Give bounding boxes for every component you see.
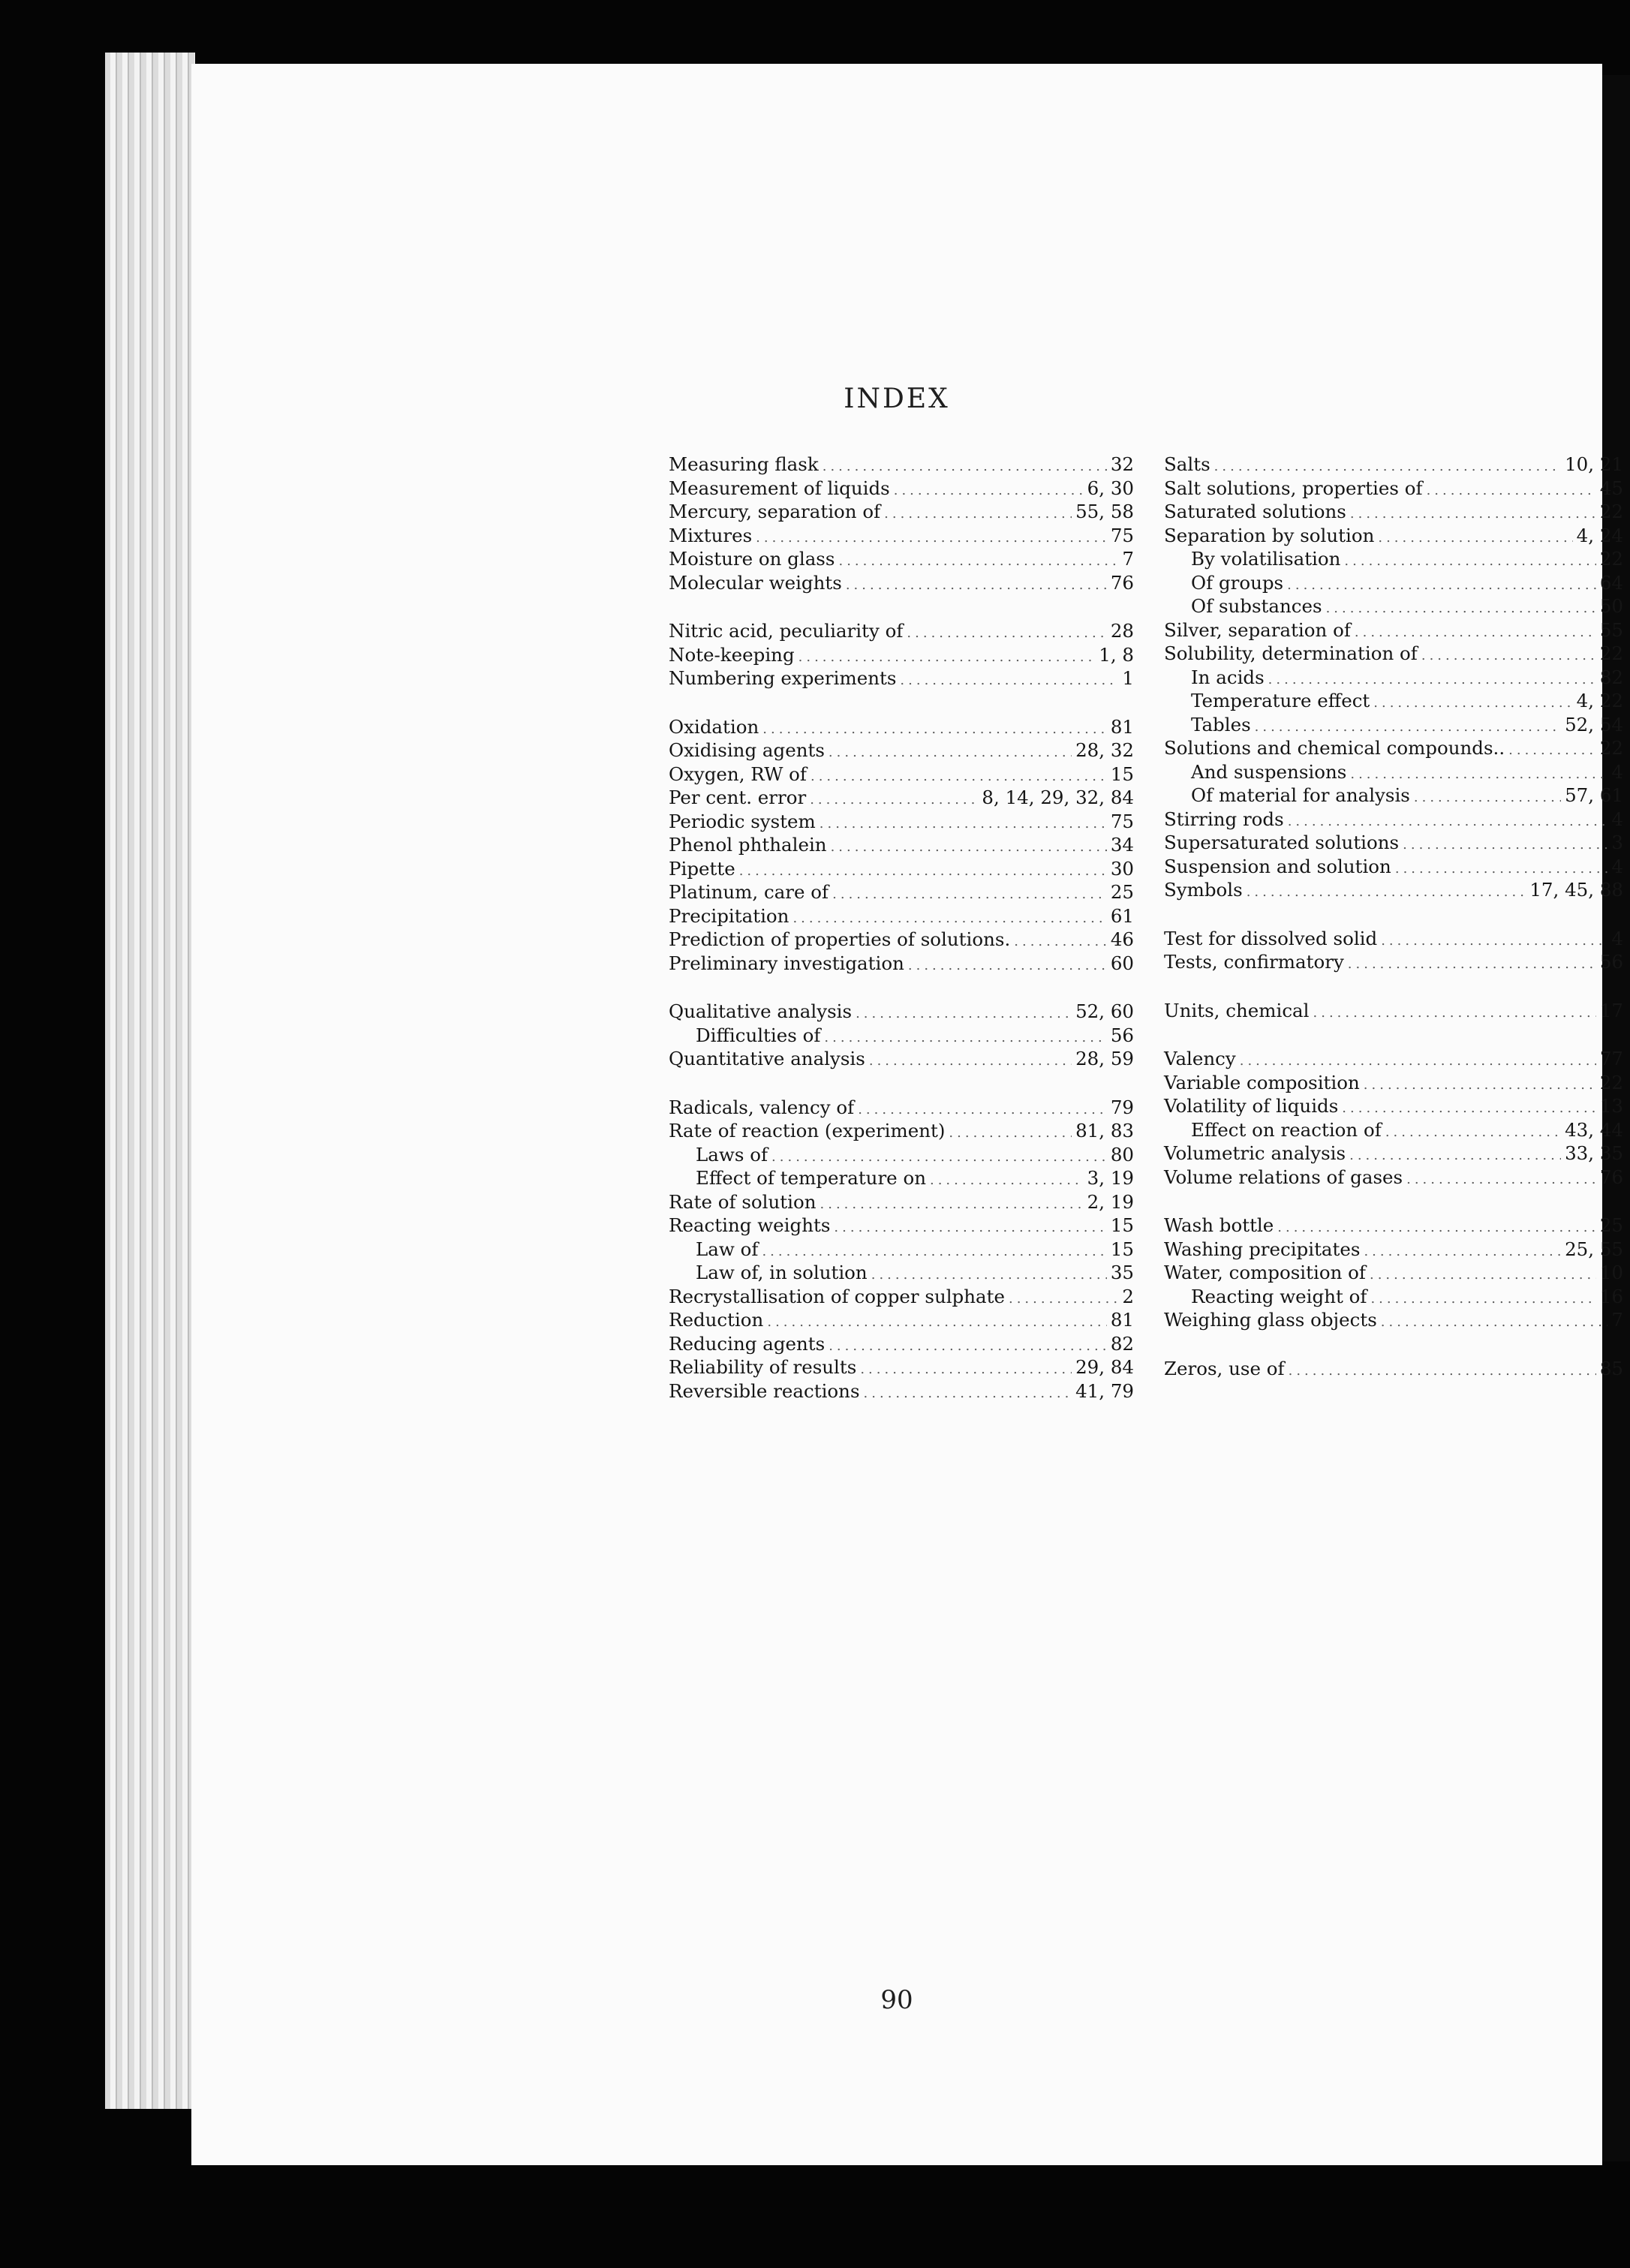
entry-term: Reliability of results [669,1356,857,1378]
entry-pages: 22 [1599,642,1623,664]
index-entry [1164,1071,1623,1095]
entry-term: Platinum, care of [669,881,829,903]
entry-term: Stirring rods [1164,808,1284,830]
entry-pages: 81 [1110,1309,1134,1331]
dot-leader [824,1026,1106,1050]
entry-term: Weighing glass objects [1164,1309,1377,1331]
dot-leader [869,1049,1072,1073]
index-entry [1164,950,1623,974]
entry-term: Reversible reactions [669,1379,860,1402]
index-entry [1164,855,1623,879]
entry-pages: 75 [1110,524,1134,546]
index-subentry [1164,1118,1623,1142]
index-group [669,715,1134,976]
entry-pages: 77 [1599,1048,1623,1069]
dot-leader [834,1216,1106,1240]
index-entry [1164,999,1623,1023]
index-subentry [1164,1285,1623,1309]
entry-term: Per cent. error [669,787,807,808]
entry-term: Measuring flask [669,453,819,475]
entry-pages: 25 [1110,881,1134,903]
dot-leader [832,883,1107,907]
dot-leader [1406,1168,1596,1192]
dot-leader [1349,1144,1561,1168]
entry-pages: 52, 54 [1565,713,1623,735]
index-entry [669,524,1134,548]
dot-leader [1381,1310,1608,1334]
dot-leader [829,741,1072,765]
index-entry [1164,1261,1623,1285]
dot-leader [1350,763,1607,787]
dot-leader [1342,1096,1596,1120]
entry-term: Nitric acid, peculiarity of [669,620,904,642]
entry-pages: 76 [1599,1166,1623,1188]
entry-term: Law of [696,1238,759,1260]
entry-term: Numbering experiments [669,667,897,689]
index-group [669,453,1134,594]
entry-term: Oxidising agents [669,739,825,761]
index-entry [1164,927,1623,951]
entry-term: Effect on reaction of [1191,1118,1382,1141]
index-entry [1164,1214,1623,1238]
dot-leader [856,1002,1072,1026]
dot-leader [1287,573,1596,597]
entry-term: Reducing agents [669,1332,826,1355]
entry-pages: 85 [1599,1357,1623,1379]
dot-leader [792,907,1106,931]
entry-pages: 28, 32 [1075,739,1134,761]
index-entry [669,928,1134,952]
dot-leader [930,1169,1084,1193]
dot-leader [820,812,1107,836]
entry-term: Reacting weight of [1191,1285,1367,1307]
entry-term: Of substances [1191,595,1322,617]
index-entry [669,571,1134,595]
entry-term: Saturated solutions [1164,501,1346,522]
index-entry [669,619,1134,643]
entry-term: Recrystallisation of copper sulphate [669,1285,1005,1307]
entry-term: Salts [1164,453,1210,475]
index-group [1164,927,1623,974]
entry-term: Reduction [669,1309,764,1331]
dot-leader [1370,1263,1596,1287]
index-group [1164,453,1623,902]
entry-term: Units, chemical [1164,999,1310,1021]
index-entry [669,786,1134,810]
dot-leader [858,1098,1107,1122]
entry-pages: 29, 84 [1075,1356,1134,1378]
entry-pages: 81, 83 [1075,1120,1134,1142]
dot-leader [1385,1120,1561,1145]
dot-leader [810,765,1107,789]
entry-term: Laws of [696,1143,768,1166]
entry-term: Tests, confirmatory [1164,951,1344,973]
index-entry [669,1379,1134,1403]
index-title: INDEX [844,384,950,414]
entry-pages: 45 [1599,477,1623,499]
index-entry [669,715,1134,739]
entry-pages: 56 [1599,951,1623,973]
dot-leader [1421,644,1596,668]
dot-leader [762,1240,1106,1264]
entry-pages: 34 [1110,834,1134,856]
entry-pages: 22 [1599,548,1623,570]
index-entry [1164,524,1623,548]
entry-pages: 64 [1599,571,1623,594]
entry-pages: 17 [1599,999,1623,1021]
entry-pages: 30 [1110,857,1134,880]
dot-leader [1364,1073,1596,1097]
entry-term: Symbols [1164,879,1243,901]
entry-pages: 4 [1611,927,1623,949]
book-page [191,64,1623,2165]
entry-term: Oxidation [669,715,759,738]
index-entry [669,1096,1134,1120]
entry-term: Salt solutions, properties of [1164,477,1423,499]
index-entry [669,952,1134,976]
dot-leader [810,788,978,812]
entry-term: Solutions and chemical compounds.. [1164,737,1505,759]
entry-pages: 3, 19 [1087,1167,1134,1189]
entry-pages: 81 [1110,715,1134,738]
dot-leader [1403,833,1607,857]
dot-leader [900,669,1118,693]
dot-leader [1277,1216,1596,1240]
dot-leader [820,1193,1084,1217]
entry-pages: 32 [1110,453,1134,475]
index-entry [1164,1166,1623,1190]
dot-leader [1381,929,1607,953]
index-column-left [669,453,1134,1427]
dot-leader [1395,857,1608,881]
entry-term: Of groups [1191,571,1284,594]
index-entry [669,1285,1134,1309]
index-entry [669,810,1134,834]
entry-pages: 22 [1599,737,1623,759]
entry-pages: 15 [1110,763,1134,785]
index-subentry [1164,547,1623,571]
entry-term: Law of, in solution [696,1262,868,1283]
entry-pages: 50 [1599,595,1623,617]
entry-pages: 1, 8 [1099,643,1134,666]
index-entry [1164,453,1623,477]
index-entry [1164,642,1623,666]
entry-pages: 61 [1110,904,1134,927]
entry-term: Zeros, use of [1164,1357,1285,1379]
index-group [1164,1047,1623,1189]
entry-pages: 10, 21 [1565,453,1623,475]
entry-pages: 52, 60 [1075,1000,1134,1022]
entry-pages: 79 [1110,1096,1134,1118]
dot-leader [829,1334,1107,1358]
dot-leader [1009,1287,1118,1311]
entry-term: Radicals, valency of [669,1096,855,1118]
page-number: 90 [880,1985,913,2015]
dot-leader [949,1121,1072,1145]
index-entry [669,666,1134,690]
entry-term: Separation by solution [1164,524,1375,546]
index-entry [1164,736,1623,760]
dot-leader [1350,502,1596,526]
entry-pages: 55, 58 [1075,501,1134,522]
entry-pages: 4, 22 [1576,690,1623,711]
entry-term: Volatility of liquids [1164,1095,1339,1117]
dot-leader [864,1382,1072,1406]
entry-pages: 13 [1599,1095,1623,1117]
index-subentry [669,1261,1134,1285]
entry-term: Wash bottle [1164,1214,1274,1236]
index-subentry [1164,713,1623,737]
index-entry [1164,477,1623,501]
entry-term: In acids [1191,666,1265,688]
index-entry [1164,1238,1623,1262]
entry-term: Rate of reaction (experiment) [669,1120,946,1142]
entry-term: Water, composition of [1164,1262,1366,1283]
entry-pages: 8, 14, 29, 32, 84 [982,787,1134,808]
entry-pages: 4 [1611,760,1623,783]
dot-leader [762,717,1107,741]
index-entry [669,1332,1134,1356]
entry-term: Moisture on glass [669,548,835,570]
dot-leader [846,573,1107,597]
index-subentry [1164,689,1623,713]
dot-leader [1373,691,1572,715]
index-entry [669,1214,1134,1238]
entry-pages: 7 [1611,1309,1623,1331]
entry-term: Note-keeping [669,643,795,666]
entry-pages: 25, 55 [1565,1238,1623,1260]
index-entry [669,763,1134,787]
index-entry [669,738,1134,763]
dot-leader [1508,738,1596,763]
index-column-right [1164,453,1623,1405]
entry-term: Oxygen, RW of [669,763,807,785]
index-entry [669,1308,1134,1332]
dot-leader [798,645,1096,669]
entry-term: And suspensions [1191,760,1347,783]
index-entry [669,1190,1134,1214]
dot-leader [894,479,1084,503]
entry-pages: 28 [1110,620,1134,642]
index-entry [1164,500,1623,524]
dot-leader [1344,549,1595,573]
index-entry [1164,1308,1623,1332]
entry-pages: 4 [1611,808,1623,830]
index-entry [669,1119,1134,1143]
entry-pages: 7 [1122,548,1134,570]
index-entry [1164,878,1623,902]
dot-leader [767,1310,1106,1334]
entry-term: Solubility, determination of [1164,642,1418,664]
dot-leader [1288,810,1608,834]
entry-pages: 2 [1122,1285,1134,1307]
index-group [669,1096,1134,1403]
dot-leader [1364,1240,1561,1264]
entry-term: Molecular weights [669,571,842,594]
entry-term: By volatilisation [1191,548,1341,570]
dot-leader [838,549,1118,573]
entry-pages: 6, 30 [1087,477,1134,499]
entry-pages: 28, 59 [1075,1048,1134,1069]
index-subentry [1164,571,1623,595]
index-entry [1164,831,1623,855]
index-entry [1164,1357,1623,1381]
index-group [669,619,1134,690]
dot-leader [907,621,1106,645]
index-entry [669,880,1134,904]
entry-pages: 57, 61 [1565,784,1623,806]
index-entry [669,1000,1134,1024]
index-entry [669,643,1134,667]
entry-term: Qualitative analysis [669,1000,853,1022]
index-subentry [1164,784,1623,808]
entry-pages: 75 [1110,810,1134,832]
entry-pages: 2, 19 [1087,1190,1134,1213]
index-subentry [669,1166,1134,1190]
index-entry [1164,1094,1623,1118]
index-entry [1164,808,1623,832]
entry-pages: 1 [1122,667,1134,689]
index-entry [669,1047,1134,1071]
index-subentry [1164,760,1623,784]
index-group [1164,1357,1623,1381]
entry-term: Periodic system [669,810,816,832]
index-entry [669,904,1134,928]
entry-term: Valency [1164,1048,1236,1069]
index-group [669,1000,1134,1071]
dot-leader [1014,930,1107,954]
entry-term: Volume relations of gases [1164,1166,1403,1188]
entry-pages: 80 [1110,1143,1134,1166]
index-subentry [669,1024,1134,1048]
index-entry [1164,1142,1623,1166]
entry-term: Variable composition [1164,1071,1360,1093]
entry-term: Measurement of liquids [669,477,890,499]
entry-pages: 56 [1110,1024,1134,1046]
entry-pages: 60 [1110,952,1134,974]
entry-term: Precipitation [669,904,789,927]
index-entry [669,477,1134,501]
entry-pages: 4 [1611,855,1623,877]
entry-pages: 16 [1599,1285,1623,1307]
entry-pages: 33, 35 [1565,1142,1623,1164]
index-entry [669,547,1134,571]
dot-leader [871,1263,1107,1287]
entry-pages: 82 [1599,666,1623,688]
dot-leader [1247,880,1526,904]
entry-term: Supersaturated solutions [1164,832,1400,853]
index-entry [669,453,1134,477]
entry-pages: 76 [1110,571,1134,594]
entry-term: Prediction of properties of solutions. [669,928,1011,950]
entry-term: Mercury, separation of [669,501,881,522]
entry-term: Rate of solution [669,1190,817,1213]
dot-leader [771,1145,1107,1169]
entry-term: Phenol phthalein [669,834,827,856]
entry-term: Effect of temperature on [696,1167,926,1189]
entry-pages: 41, 79 [1075,1379,1134,1402]
dot-leader [860,1358,1072,1382]
entry-term: Suspension and solution [1164,855,1391,877]
dot-leader [1355,621,1596,645]
entry-term: Pipette [669,857,735,880]
entry-pages: 25 [1599,1214,1623,1236]
entry-term: Volumetric analysis [1164,1142,1346,1164]
entry-term: Silver, separation of [1164,618,1351,641]
dot-leader [756,526,1107,550]
index-subentry [669,1143,1134,1167]
dot-leader [831,835,1107,859]
dot-leader [908,954,1107,978]
entry-term: Quantitative analysis [669,1048,865,1069]
index-subentry [1164,594,1623,618]
entry-pages: 22 [1599,1071,1623,1093]
entry-term: Difficulties of [696,1024,821,1046]
entry-pages: 22 [1599,501,1623,522]
entry-term: Washing precipitates [1164,1238,1361,1260]
dot-leader [1313,1001,1596,1025]
entry-pages: 15 [1110,1238,1134,1260]
index-subentry [1164,666,1623,690]
entry-pages: 43, 44 [1565,1118,1623,1141]
index-entry [669,857,1134,881]
entry-pages: 17, 45, 88 [1529,879,1623,901]
dot-leader [1427,479,1596,503]
entry-pages: 10 [1599,1262,1623,1283]
entry-pages: 35 [1110,1262,1134,1283]
entry-term: Tables [1191,713,1251,735]
index-group [1164,1214,1623,1332]
dot-leader [739,859,1107,883]
dot-leader [884,502,1072,526]
dot-leader [1326,597,1596,621]
entry-pages: 4, 24 [1576,524,1623,546]
entry-pages: 55 [1599,618,1623,641]
dot-leader [823,455,1107,479]
dot-leader [1255,715,1561,739]
entry-pages: 3 [1611,832,1623,853]
dot-leader [1214,455,1561,479]
index-entry [1164,618,1623,642]
dot-leader [1240,1049,1596,1073]
index-entry [669,500,1134,524]
index-entry [1164,1047,1623,1071]
entry-pages: 15 [1110,1214,1134,1236]
entry-term: Temperature effect [1191,690,1370,711]
dot-leader [1289,1359,1596,1383]
entry-pages: 82 [1110,1332,1134,1355]
index-entry [669,1355,1134,1379]
dot-leader [1348,952,1596,976]
entry-pages: 46 [1110,928,1134,950]
entry-term: Mixtures [669,524,753,546]
dot-leader [1414,786,1561,810]
entry-term: Test for dissolved solid [1164,927,1378,949]
index-subentry [669,1238,1134,1262]
dot-leader [1370,1287,1595,1311]
entry-term: Preliminary investigation [669,952,904,974]
entry-term: Reacting weights [669,1214,831,1236]
index-group [1164,999,1623,1023]
index-entry [669,833,1134,857]
page-stack-edges [105,53,195,2109]
entry-term: Of material for analysis [1191,784,1410,806]
dot-leader [1268,668,1596,692]
dot-leader [1378,526,1572,550]
